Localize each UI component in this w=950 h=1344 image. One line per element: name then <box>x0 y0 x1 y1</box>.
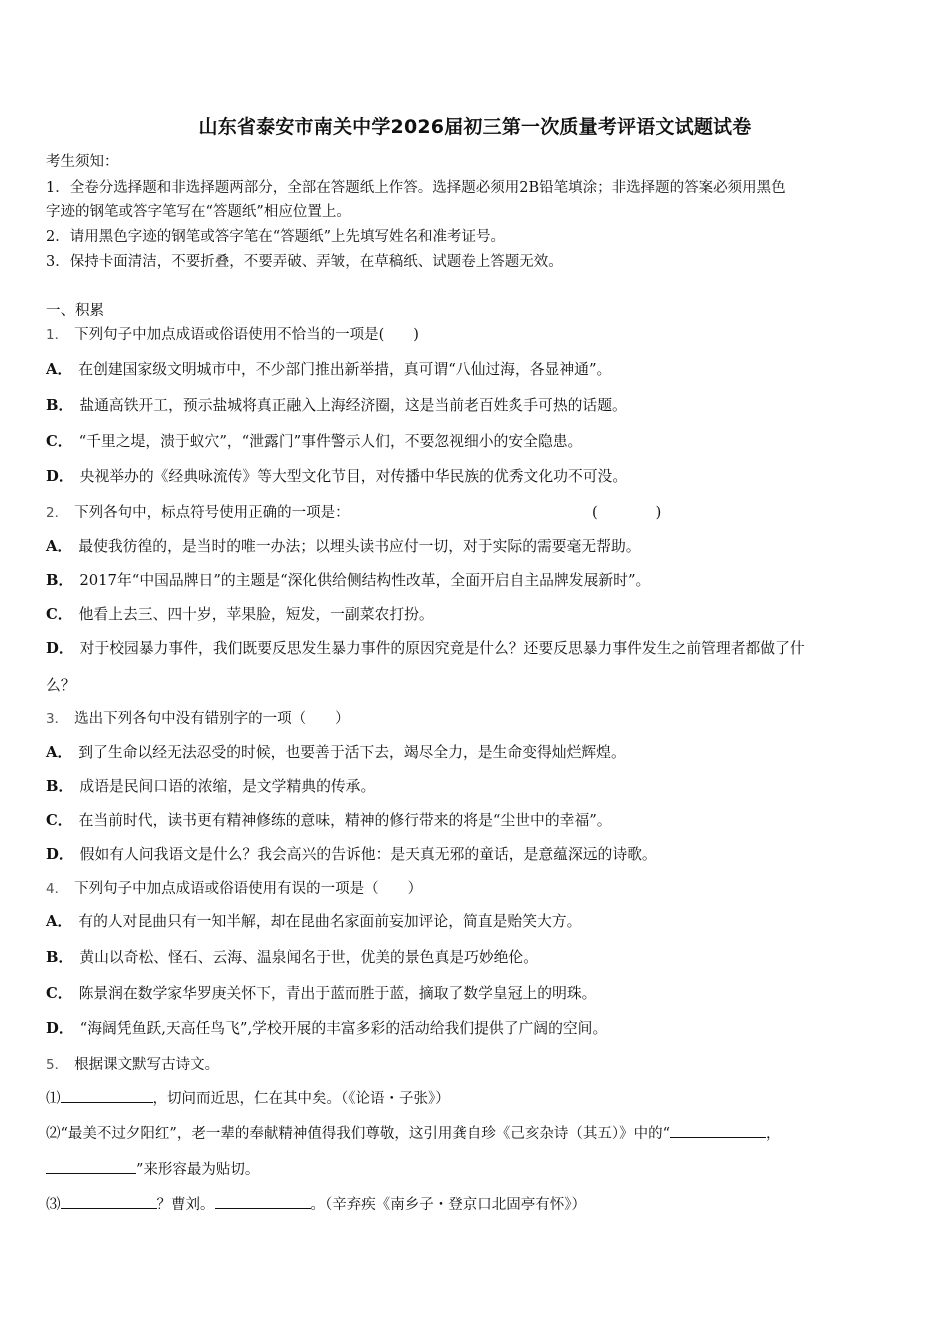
option-text: 到了生命以经无法忍受的时候，也要善于活下去，竭尽全力，是生命变得灿烂辉煌。 <box>78 744 626 761</box>
question-text: 下列句子中加点成语或俗语使用不恰当的一项是( ) <box>74 327 419 343</box>
question-text: 下列各句中，标点符号使用正确的一项是： <box>74 505 350 521</box>
option-text: 陈景润在数学家华罗庚关怀下，青出于蓝而胜于蓝，摘取了数学皇冠上的明珠。 <box>78 985 597 1002</box>
page-title: 山东省泰安市南关中学2026届初三第一次质量考评语文试题试卷 <box>198 116 752 138</box>
option-label: D． <box>46 640 74 657</box>
notice-line: 3．保持卡面清洁，不要折叠，不要弄破、弄皱，在草稿纸、试题卷上答题无效。 <box>46 254 563 270</box>
question-text: 选出下列各句中没有错别字的一项（ ） <box>74 711 350 727</box>
notice-heading: 考生须知： <box>46 154 119 170</box>
option-row[interactable] <box>46 467 627 487</box>
question-stem <box>46 709 350 729</box>
option-label: B． <box>46 397 74 414</box>
option-text: 央视举办的《经典咏流传》等大型文化节目，对传播中华民族的优秀文化功不可没。 <box>79 468 628 485</box>
item-label: ⑶ <box>46 1197 61 1213</box>
question-number: 5． <box>46 1057 69 1073</box>
option-label: B． <box>46 572 74 589</box>
notice-line: 2．请用黑色字迹的钢笔或答字笔在“答题纸”上先填写姓名和准考证号。 <box>46 229 506 245</box>
option-row[interactable] <box>46 605 434 625</box>
option-row[interactable] <box>46 845 657 865</box>
option-text: 他看上去三、四十岁，苹果脸，短发，一副菜农打扮。 <box>78 606 434 623</box>
answer-blank[interactable] <box>670 1123 766 1138</box>
question-stem <box>46 503 350 523</box>
option-text: 2017年“中国品牌日”的主题是“深化供给侧结构性改革，全面开启自主品牌发展新时”。 <box>79 572 651 589</box>
answer-blank[interactable] <box>61 1088 153 1103</box>
item-text: ？曹刘。 <box>156 1197 215 1213</box>
option-row[interactable] <box>46 777 375 797</box>
answer-blank[interactable] <box>61 1194 157 1209</box>
option-row[interactable] <box>46 811 612 831</box>
section-heading: 一、积累 <box>46 303 104 319</box>
option-label: B． <box>46 778 74 795</box>
item-text: 。（辛弃疾《南乡子・登京口北固亭有怀》） <box>310 1197 586 1213</box>
option-row[interactable] <box>46 743 626 763</box>
option-row[interactable] <box>46 571 650 591</box>
option-row[interactable] <box>46 537 641 557</box>
option-continuation: 么？ <box>46 677 76 694</box>
option-label: A． <box>46 913 73 930</box>
option-text: “海阔凭鱼跃,天高任鸟飞”,学校开展的丰富多彩的活动给我们提供了广阔的空间。 <box>79 1020 608 1037</box>
option-label: C． <box>46 985 73 1002</box>
question-number: 1． <box>46 327 69 343</box>
option-text: “千里之堤，溃于蚁穴”，“泄露门”事件警示人们，不要忽视细小的安全隐患。 <box>78 433 583 450</box>
fill-item-continuation <box>46 1159 259 1180</box>
option-label: A． <box>46 538 73 555</box>
notice-line: 字迹的钢笔或答字笔写在“答题纸”相应位置上。 <box>46 204 351 220</box>
option-row[interactable] <box>46 1019 607 1039</box>
option-label: C． <box>46 606 73 623</box>
option-text: 最使我彷徨的，是当时的唯一办法；以埋头读书应付一切，对于实际的需要毫无帮助。 <box>78 538 641 555</box>
notice-line: 1．全卷分选择题和非选择题两部分，全部在答题纸上作答。选择题必须用2B铅笔填涂；非选择题的答案必须用黑色 <box>46 180 786 196</box>
option-label: D． <box>46 1020 74 1037</box>
question-number: 3． <box>46 711 69 727</box>
option-row[interactable] <box>46 396 627 416</box>
option-row[interactable] <box>46 360 611 380</box>
option-row[interactable] <box>46 432 582 452</box>
item-text: ”来形容最为贴切。 <box>136 1162 260 1178</box>
question-number: 4． <box>46 881 69 897</box>
option-row[interactable] <box>46 984 596 1004</box>
question-text: 下列句子中加点成语或俗语使用有误的一项是（ ） <box>74 881 423 897</box>
fill-item <box>46 1088 450 1109</box>
answer-blank[interactable] <box>46 1159 136 1174</box>
option-text: 盐通高铁开工，预示盐城将真正融入上海经济圈，这是当前老百姓炙手可热的话题。 <box>79 397 627 414</box>
option-label: A． <box>46 744 73 761</box>
option-text: 成语是民间口语的浓缩，是文学精典的传承。 <box>79 778 376 795</box>
answer-blank[interactable] <box>215 1194 311 1209</box>
option-text: 黄山以奇松、怪石、云海、温泉闻名于世，优美的景色真是巧妙绝伦。 <box>79 949 539 966</box>
option-label: A． <box>46 361 73 378</box>
option-label: C． <box>46 433 73 450</box>
option-text: 假如有人问我语文是什么？我会高兴的告诉他：是天真无邪的童话，是意蕴深远的诗歌。 <box>79 846 657 863</box>
option-label: D． <box>46 846 74 863</box>
answer-paren: ( ) <box>592 505 662 521</box>
question-number: 2． <box>46 505 69 521</box>
option-text: 在创建国家级文明城市中，不少部门推出新举措，真可谓“八仙过海，各显神通”。 <box>78 361 612 378</box>
item-label: ⑵ <box>46 1126 61 1142</box>
option-text: 有的人对昆曲只有一知半解，却在昆曲名家面前妄加评论，简直是贻笑大方。 <box>78 913 582 930</box>
question-stem <box>46 325 419 345</box>
fill-item <box>46 1123 781 1144</box>
question-stem <box>46 879 422 899</box>
option-text: 对于校园暴力事件，我们既要反思发生暴力事件的原因究竟是什么？还要反思暴力事件发生之前管理者都做了什 <box>79 640 805 657</box>
option-text: 在当前时代，读书更有精神修练的意味，精神的修行带来的将是“尘世中的幸福”。 <box>78 812 612 829</box>
option-row[interactable] <box>46 948 538 968</box>
fill-item <box>46 1194 586 1215</box>
option-row[interactable] <box>46 912 581 932</box>
option-label: B． <box>46 949 74 966</box>
item-separator: ， <box>766 1126 781 1142</box>
question-text: 根据课文默写古诗文。 <box>74 1057 220 1073</box>
item-text: ，切问而近思，仁在其中矣。（《论语・子张》） <box>152 1091 450 1107</box>
option-label: C． <box>46 812 73 829</box>
item-label: ⑴ <box>46 1091 61 1107</box>
option-label: D． <box>46 468 74 485</box>
question-stem <box>46 1055 219 1075</box>
option-row[interactable] <box>46 639 805 659</box>
item-text: “最美不过夕阳红”，老一辈的奉献精神值得我们尊敬，这引用龚自珍《己亥杂诗（其五）》中的“ <box>60 1126 670 1142</box>
